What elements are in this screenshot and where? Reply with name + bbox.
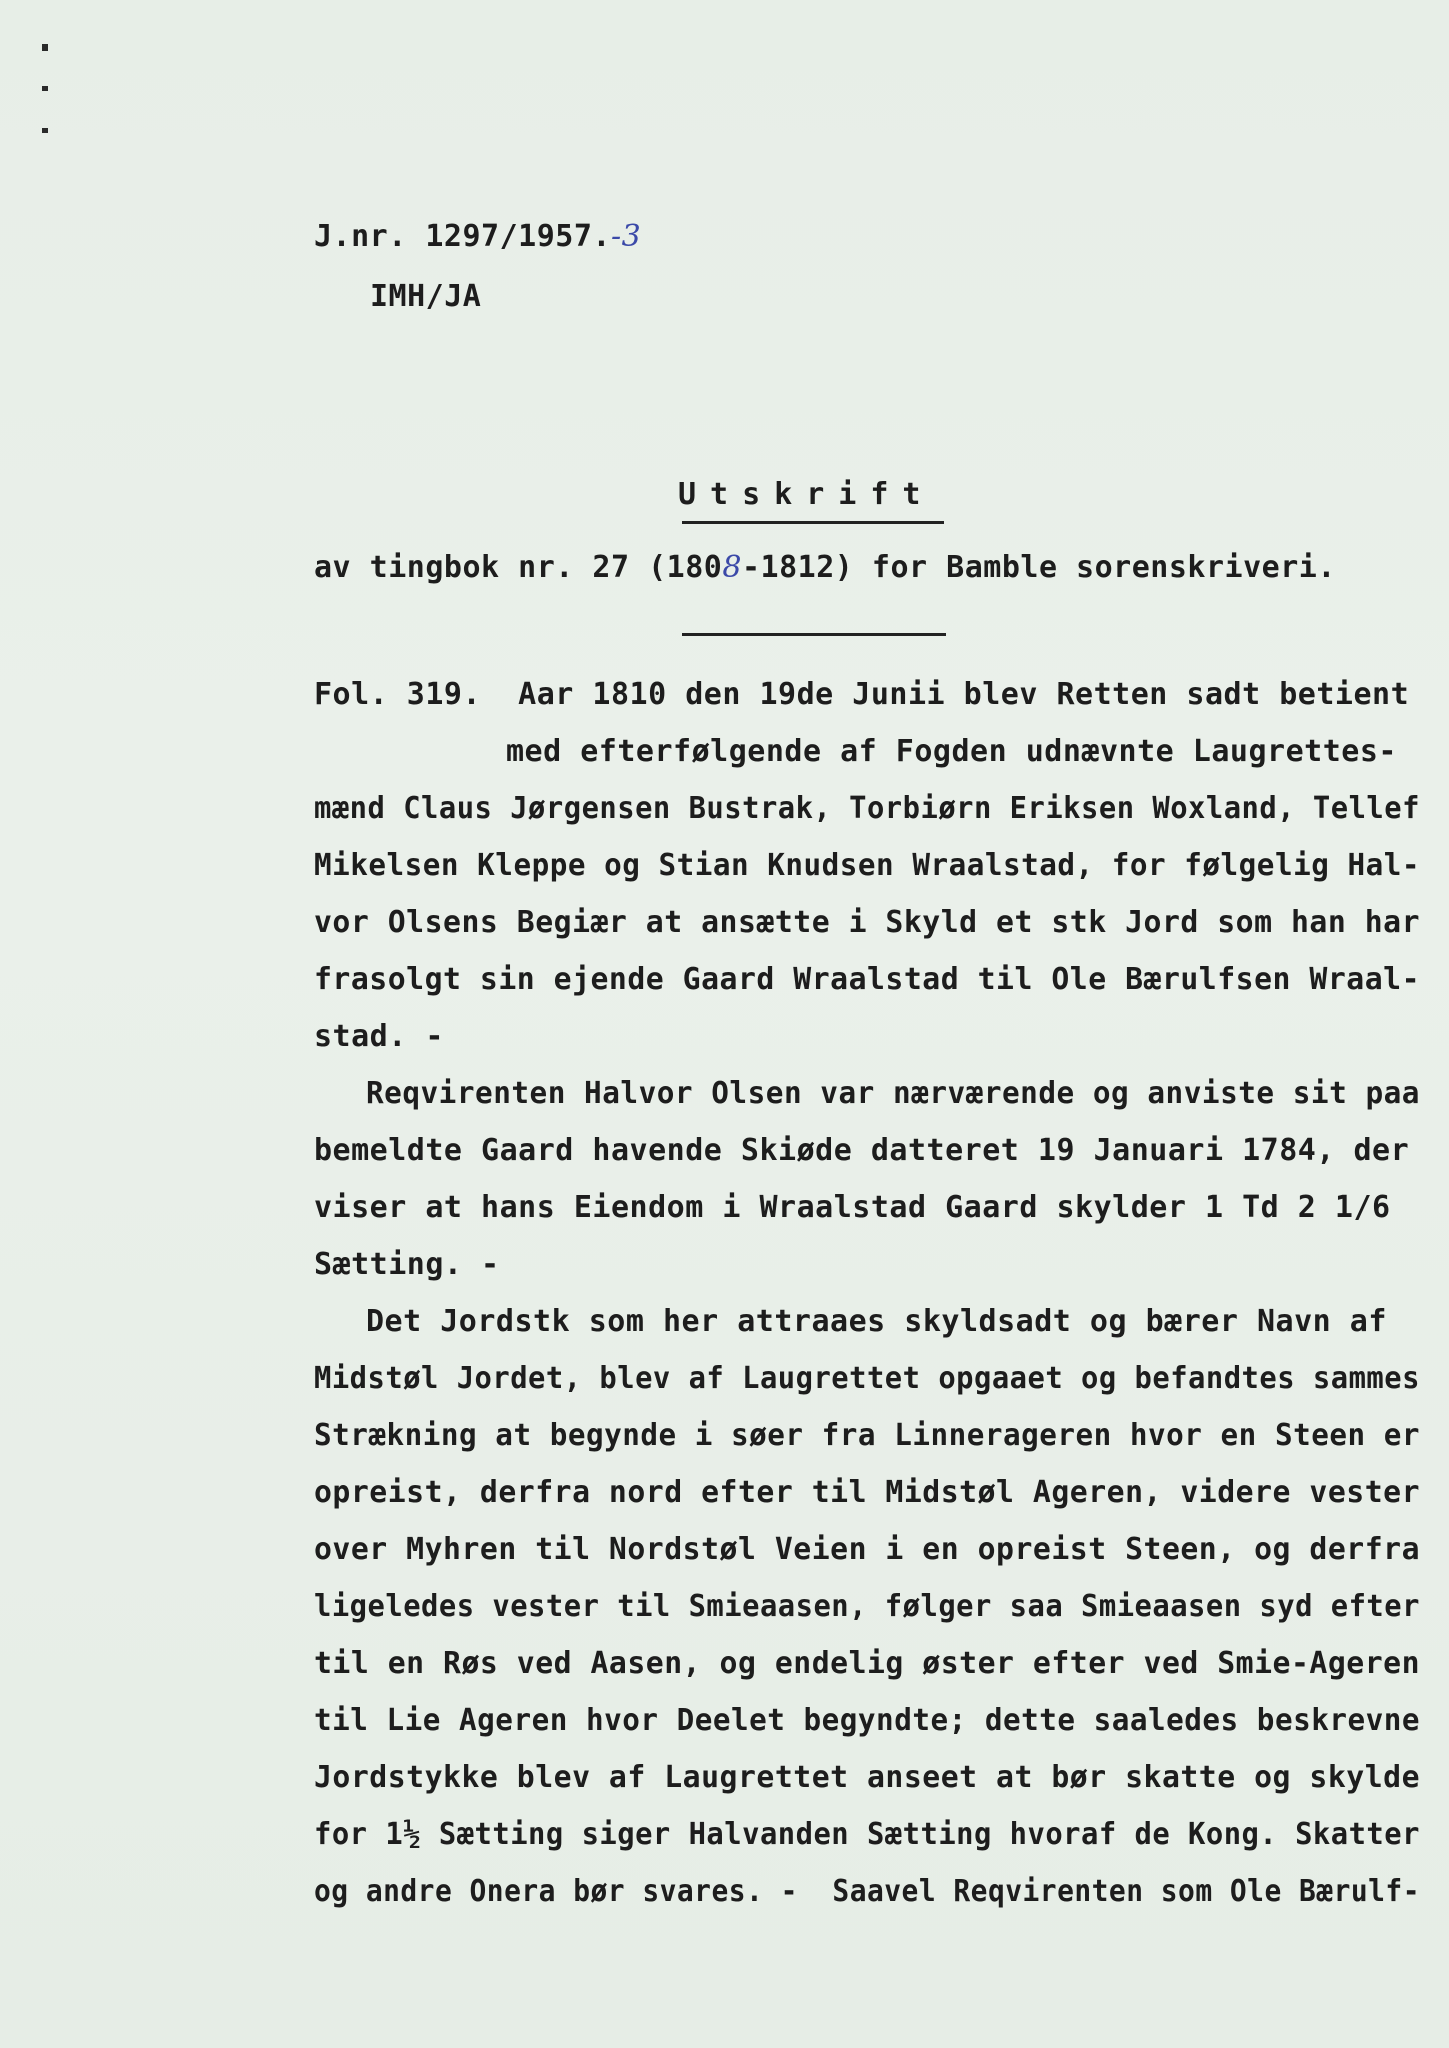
body-line: med efterfølgende af Fogden udnævnte Laugrettes- bbox=[506, 734, 1397, 769]
document-subtitle bbox=[314, 550, 1336, 585]
journal-number bbox=[314, 219, 642, 254]
document-title: Utskrift bbox=[678, 477, 935, 512]
initials: IMH/JA bbox=[370, 279, 482, 314]
body-line: Det Jordstk som her attraaes skyldsadt og bærer Navn af bbox=[366, 1304, 1387, 1339]
body-line: opreist, derfra nord efter til Midstøl Ageren, videre vester bbox=[314, 1475, 1421, 1510]
body-line: Jordstykke blev af Laugrettet anseet at bør skatte og skylde bbox=[314, 1760, 1421, 1795]
body-line: over Myhren til Nordstøl Veien i en opreist Steen, og derfra bbox=[314, 1532, 1421, 1567]
subtitle-part: -1812) for Bamble sorenskriveri. bbox=[741, 550, 1336, 585]
section-divider bbox=[682, 633, 946, 636]
subtitle-part: av tingbok nr. 27 (180 bbox=[314, 550, 723, 585]
body-line: Reqvirenten Halvor Olsen var nærværende og anviste sit paa bbox=[366, 1076, 1420, 1111]
margin-mark bbox=[42, 128, 48, 133]
body-line: Midstøl Jordet, blev af Laugrettet opgaaet og befandtes sammes bbox=[314, 1361, 1420, 1396]
journal-number-typed: J.nr. 1297/1957. bbox=[314, 219, 611, 254]
body-line: frasolgt sin ejende Gaard Wraalstad til Ole Bærulfsen Wraal- bbox=[314, 962, 1421, 997]
journal-number-handwritten: -3 bbox=[610, 219, 642, 254]
body-line: Mikelsen Kleppe og Stian Knudsen Wraalstad, for følgelig Hal- bbox=[314, 848, 1420, 883]
body-line: til Lie Ageren hvor Deelet begyndte; dette saaledes beskrevne bbox=[314, 1703, 1420, 1738]
body-line: og andre Onera bør svares. - Saavel Reqvirenten som Ole Bærulf- bbox=[314, 1874, 1420, 1909]
body-line: ligeledes vester til Smieaasen, følger saa Smieaasen syd efter bbox=[314, 1589, 1420, 1624]
subtitle-handwritten-digit: 8 bbox=[722, 550, 742, 585]
body-line: til en Røs ved Aasen, og endelig øster efter ved Smie-Ageren bbox=[314, 1646, 1421, 1681]
body-line: viser at hans Eiendom i Wraalstad Gaard skylder 1 Td 2 1/6 bbox=[314, 1190, 1391, 1225]
body-line: Strækning at begynde i søer fra Linnerageren hvor en Steen er bbox=[314, 1418, 1420, 1453]
margin-mark bbox=[42, 86, 48, 91]
body-line: for 1½ Sætting siger Halvanden Sætting hvoraf de Kong. Skatter bbox=[314, 1817, 1420, 1852]
title-underline bbox=[682, 521, 944, 524]
margin-mark bbox=[42, 44, 48, 51]
body-line: stad. - bbox=[314, 1019, 444, 1054]
body-line: mænd Claus Jørgensen Bustrak, Torbiørn Eriksen Woxland, Tellef bbox=[314, 791, 1420, 826]
body-line: bemeldte Gaard havende Skiøde datteret 19 Januari 1784, der bbox=[314, 1133, 1410, 1168]
body-line: Fol. 319. Aar 1810 den 19de Junii blev Retten sadt betient bbox=[314, 677, 1410, 712]
body-line: vor Olsens Begiær at ansætte i Skyld et stk Jord som han har bbox=[314, 905, 1421, 940]
body-line: Sætting. - bbox=[314, 1247, 500, 1282]
